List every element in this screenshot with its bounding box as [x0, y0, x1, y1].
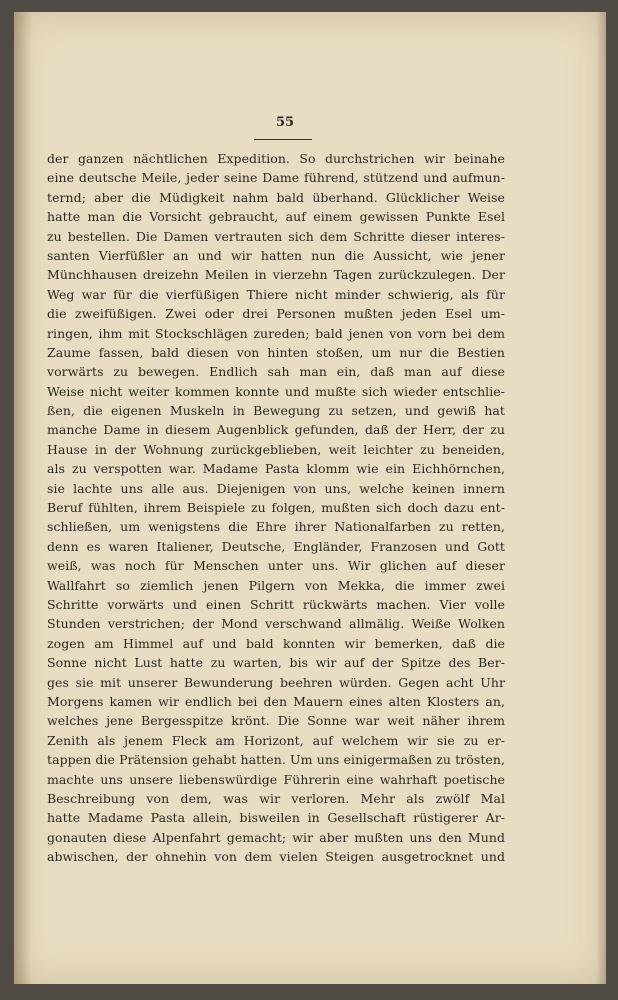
page-number: 55 [275, 115, 295, 130]
text-line: ternd; aber die Müdigkeit nahm bald überhand. Glücklicher Weise [47, 189, 505, 205]
text-line: ringen, ihm mit Stockschlägen zureden; bald jenen von vorn bei dem [47, 325, 505, 341]
text-line: Sonne nicht Lust hatte zu warten, bis wir auf der Spitze des Ber- [47, 655, 505, 671]
text-line: santen Vierfüßler an und wir hatten nun die Aussicht, wie jener [47, 247, 505, 263]
text-line: hatte man die Vorsicht gebraucht, auf einem gewissen Punkte Esel [47, 209, 505, 225]
text-line: Morgens kamen wir endlich bei den Mauern eines alten Klosters an, [47, 693, 505, 709]
text-line: eine deutsche Meile, jeder seine Dame führend, stützend und aufmun- [47, 170, 505, 186]
text-line: Stunden verstrichen; der Mond verschwand allmälig. Weiße Wolken [47, 616, 505, 632]
text-line: Wallfahrt so ziemlich jenen Pilgern von Mekka, die immer zwei [47, 577, 505, 593]
text-line: ßen, die eigenen Muskeln in Bewegung zu setzen, und gewiß hat [47, 403, 505, 419]
page-gutter-shadow [14, 12, 32, 984]
text-line: schließen, um wenigstens die Ehre ihrer Nationalfarben zu retten, [47, 519, 505, 535]
text-line: vorwärts zu bewegen. Endlich sah man ein, daß man auf diese [47, 364, 505, 380]
text-line: machte uns unsere liebenswürdige Führerin eine wahrhaft poetische [47, 771, 505, 787]
text-line: Hause in der Wohnung zurückgeblieben, weit leichter zu beneiden, [47, 441, 505, 457]
text-line: ges sie mit unserer Bewunderung beehren würden. Gegen acht Uhr [47, 674, 505, 690]
text-line: zogen am Himmel auf und bald konnten wir bemerken, daß die [47, 635, 505, 651]
text-line: sie lachte uns alle aus. Diejenigen von uns, welche keinen innern [47, 480, 505, 496]
text-line: abwischen, der ohnehin von dem vielen Steigen ausgetrocknet und [47, 849, 505, 865]
text-line: denn es waren Italiener, Deutsche, Engländer, Franzosen und Gott [47, 538, 505, 554]
header-rule [254, 139, 312, 140]
page-edge-shadow [596, 12, 606, 984]
text-line: Schritte vorwärts und einen Schritt rückwärts machen. Vier volle [47, 596, 505, 612]
body-text [47, 149, 505, 866]
text-line: Münchhausen dreizehn Meilen in vierzehn Tagen zurückzulegen. Der [47, 267, 505, 283]
text-line: der ganzen nächtlichen Expedition. So durchstrichen wir beinahe [47, 151, 505, 166]
text-line: Beschreibung von dem, was wir verloren. Mehr als zwölf Mal [47, 790, 505, 806]
text-line: zu bestellen. Die Damen vertrauten sich dem Schritte dieser interes- [47, 228, 505, 244]
text-line: als zu verspotten war. Madame Pasta klomm wie ein Eichhörnchen, [47, 461, 505, 477]
text-line: tappen die Prätension gehabt hatten. Um uns einigermaßen zu trösten, [47, 752, 505, 768]
text-line: gonauten diese Alpenfahrt gemacht; wir aber mußten uns den Mund [47, 829, 505, 845]
text-line: Weg war für die vierfüßigen Thiere nicht minder schwierig, als für [47, 286, 505, 302]
book-page [14, 12, 606, 984]
text-line: die zweifüßigen. Zwei oder drei Personen mußten jeden Esel um- [47, 306, 505, 322]
text-line: hatte Madame Pasta allein, bisweilen in Gesellschaft rüstigerer Ar- [47, 810, 505, 826]
text-line: weiß, was noch für Menschen unter uns. Wir glichen auf dieser [47, 558, 505, 574]
text-line: manche Dame in diesem Augenblick gefunden, daß der Herr, der zu [47, 422, 505, 438]
text-line: Weise nicht weiter kommen konnte und mußte sich wieder entschlie- [47, 383, 505, 399]
text-line: Zenith als jenem Fleck am Horizont, auf welchem wir sie zu er- [47, 732, 505, 748]
text-line: Beruf fühlten, ihrem Beispiele zu folgen, mußten sich doch dazu ent- [47, 500, 505, 516]
text-line: Zaume fassen, bald diesen von hinten stoßen, um nur die Bestien [47, 344, 505, 360]
text-line: welches jene Bergesspitze krönt. Die Sonne war weit näher ihrem [47, 713, 505, 729]
